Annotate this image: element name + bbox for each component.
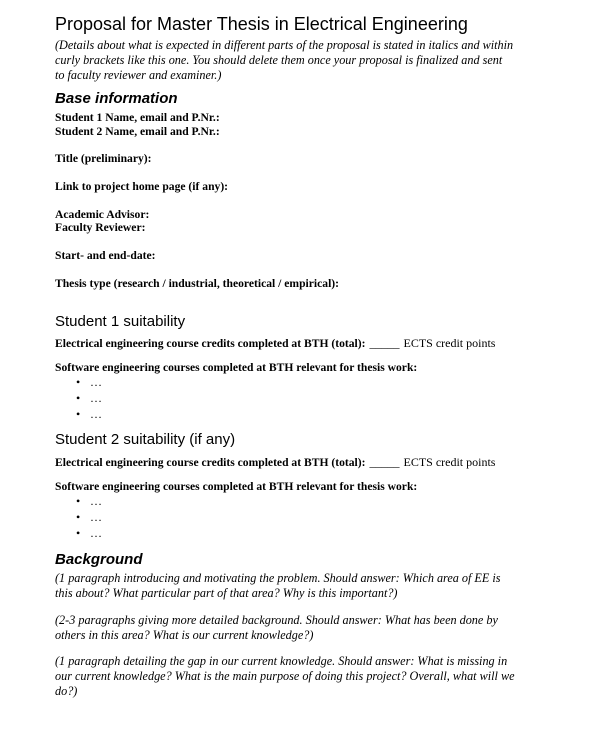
list-item: • … [76, 407, 102, 421]
student1-credits-line [55, 334, 495, 352]
background-heading: Background [55, 551, 143, 568]
student2-courses-label: Software engineering courses completed at BTH relevant for thesis work: [55, 480, 418, 493]
student1-courses-label: Software engineering courses completed at BTH relevant for thesis work: [55, 361, 418, 374]
background-paragraph-3: (1 paragraph detailing the gap in our current knowledge. Should answer: What is missing in our current knowledge? What is the main purpose of doing this project? Overall, what will we do?) [55, 654, 515, 698]
background-paragraph-1: (1 paragraph introducing and motivating the problem. Should answer: Which area of EE is this about? What particular part of that area? Why is this important?) [55, 571, 501, 600]
advisor-field: Academic Advisor: [55, 208, 150, 221]
link-field: Link to project home page (if any): [55, 180, 229, 193]
credits-label: Electrical engineering course credits completed at BTH (total): [55, 337, 366, 350]
bullet-icon: • [76, 526, 81, 540]
credits-unit: ECTS credit points [403, 336, 496, 350]
bullet-icon: • [76, 375, 81, 389]
list-item: • … [76, 391, 102, 405]
dates-field: Start- and end-date: [55, 249, 156, 262]
student1-field: Student 1 Name, email and P.Nr.: [55, 111, 220, 124]
list-item: • … [76, 510, 102, 524]
list-item: • … [76, 494, 102, 508]
bullet-icon: • [76, 407, 81, 421]
thesis-type-field: Thesis type (research / industrial, theoretical / empirical): [55, 277, 340, 290]
list-item: • … [76, 526, 102, 540]
document-title: Proposal for Master Thesis in Electrical Engineering [55, 14, 468, 34]
intro-line: curly brackets like this one. You should delete them once your proposal is finalized and sent [55, 53, 503, 67]
background-paragraph-2: (2-3 paragraphs giving more detailed background. Should answer: What has been done by others in this area? What is our current knowledge?) [55, 613, 498, 642]
student1-suitability-heading: Student 1 suitability [55, 313, 186, 330]
base-info-heading: Base information [55, 90, 178, 107]
intro-line: to faculty reviewer and examiner.) [55, 68, 222, 82]
bullet-icon: • [76, 510, 81, 524]
list-item: • … [76, 375, 102, 389]
student2-suitability-heading: Student 2 suitability (if any) [55, 431, 236, 448]
title-field: Title (preliminary): [55, 152, 152, 165]
reviewer-field: Faculty Reviewer: [55, 221, 146, 234]
credits-unit: ECTS credit points [403, 455, 496, 469]
student2-field: Student 2 Name, email and P.Nr.: [55, 125, 220, 138]
bullet-icon: • [76, 494, 81, 508]
intro-note [55, 38, 513, 83]
student2-credits-line [55, 453, 495, 471]
credits-blank: _____ [369, 336, 400, 350]
credits-label: Electrical engineering course credits completed at BTH (total): [55, 456, 366, 469]
credits-blank: _____ [369, 455, 400, 469]
intro-line: (Details about what is expected in different parts of the proposal is stated in italics and within [55, 38, 514, 52]
bullet-icon: • [76, 391, 81, 405]
